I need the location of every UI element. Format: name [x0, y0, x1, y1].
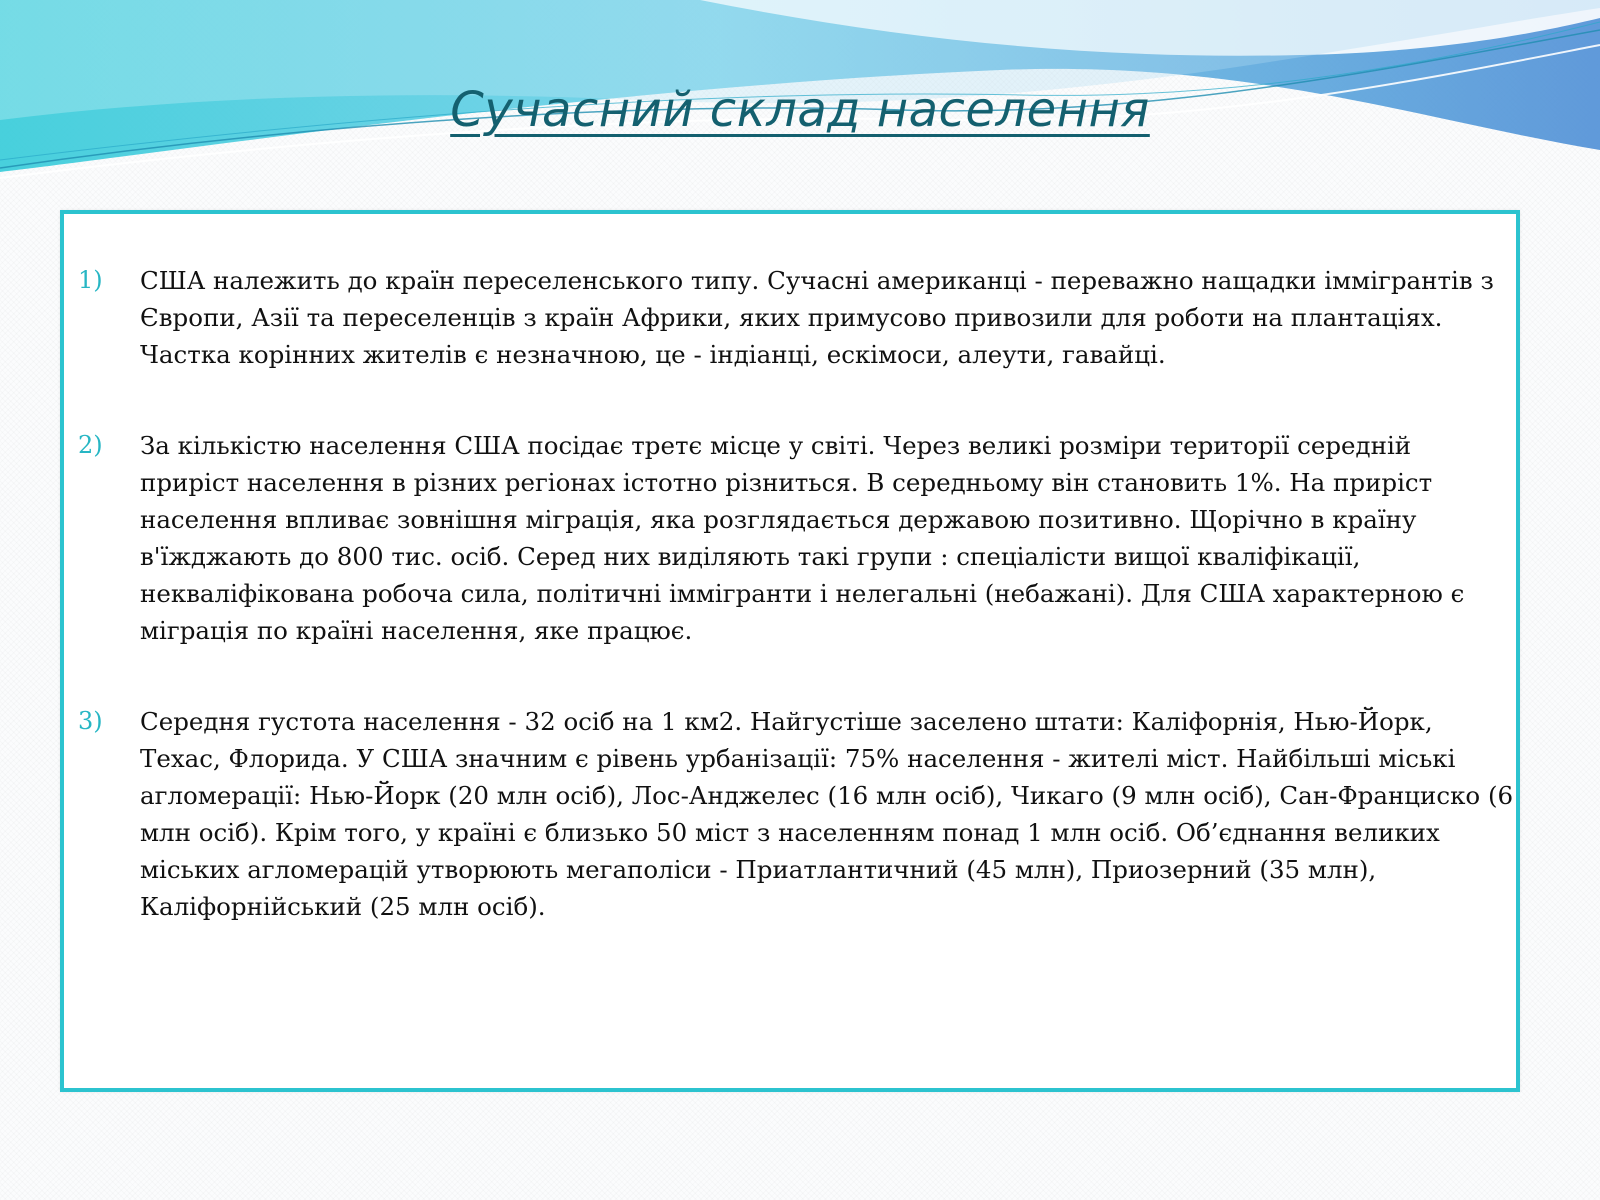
- numbered-list: [78, 262, 1518, 979]
- slide-title: Сучасний склад населення: [450, 82, 1150, 138]
- list-item: [78, 427, 1518, 649]
- list-item-marker: 1): [78, 266, 103, 294]
- list-item-marker: 3): [78, 707, 103, 735]
- list-item-marker: 2): [78, 431, 103, 459]
- list-item: [78, 703, 1518, 925]
- list-item-text: США належить до країн переселенського типу. Сучасні американці - переважно нащадки іммігрантів з Європи, Азії та переселенців з країн Африки, яких примусово привозили для роботи на плантаціях. Частка корінних жителів є незначною, це - індіанці, ескімоси, алеути, гавайці.: [140, 266, 1494, 369]
- list-item-text: Середня густота населення - 32 осіб на 1 км2. Найгустіше заселено штати: Каліфорнія, Нью-Йорк, Техас, Флорида. У США значним є рівень урбанізації: 75% населення - жителі міст. Найбільші міські агломерації: Нью-Йорк (20 млн осіб), Лос-Анджелес (16 млн осіб), Чикаго (9 млн осіб), Сан-Франциско (6 млн осіб). Крім того, у країні є близько 50 міст з населенням понад 1 млн осіб. Об’єднання великих міських агломерацій утворюють мегаполіси - Приатлантичний (45 млн), Приозерний (35 млн), Каліфорнійський (25 млн осіб).: [140, 707, 1514, 921]
- content-box: [60, 210, 1520, 1092]
- list-item: [78, 262, 1518, 373]
- list-item-text: За кількістю населення США посідає третє місце у світі. Через великі розміри території середній приріст населення в різних регіонах істотно різниться. В середньому він становить 1%. На приріст населення впливає зовнішня міграція, яка розглядається державою позитивно. Щорічно в країну в'їжджають до 800 тис. осіб. Серед них виділяють такі групи : спеціалісти вищої кваліфікації, некваліфікована робоча сила, політичні іммігранти і нелегальні (небажані). Для США характерною є міграція по країні населення, яке працює.: [140, 431, 1465, 645]
